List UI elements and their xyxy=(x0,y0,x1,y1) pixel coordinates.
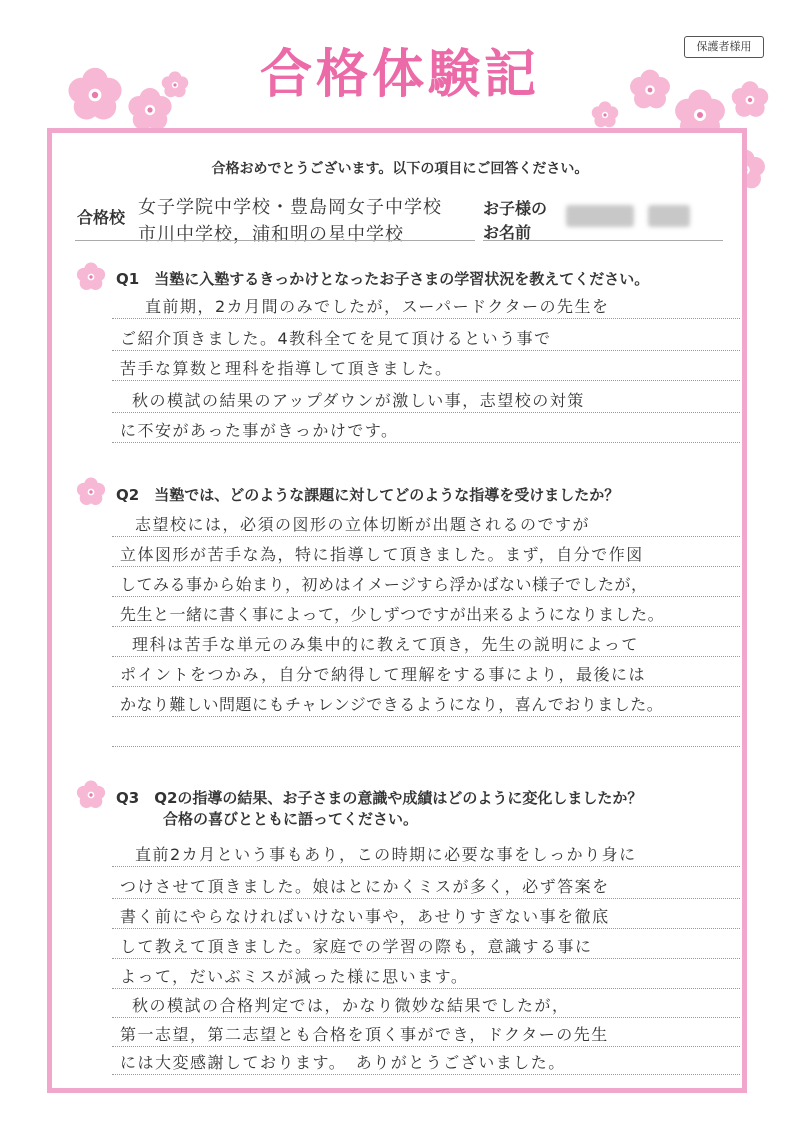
answer-rule xyxy=(112,1017,740,1018)
answer-rule xyxy=(112,988,740,989)
flower-icon xyxy=(74,778,108,812)
answer-rule xyxy=(112,536,740,537)
q3-answer-line-1: 直前2カ月という事もあり，この時期に必要な事をしっかり身に xyxy=(135,845,637,864)
answer-rule xyxy=(112,380,740,381)
q3-label-line-1: Q3 Q2の指導の結果、お子さまの意識や成績はどのように変化しましたか？ xyxy=(116,789,643,807)
flower-icon xyxy=(74,475,108,509)
school-underline xyxy=(75,240,475,241)
answer-rule xyxy=(112,412,740,413)
flower-icon xyxy=(74,260,108,294)
q3-answer-line-4: して教えて頂きました。家庭での学習の際も，意識する事に xyxy=(120,937,593,956)
answer-rule xyxy=(112,746,740,747)
q1-answer-line-3: 苦手な算数と理科を指導して頂きました。 xyxy=(120,359,453,378)
q3-answer-line-2: つけさせて頂きました。娘はとにかくミスが多く，必ず答案を xyxy=(120,877,610,896)
q2-answer-line-1: 志望校には，必須の図形の立体切断が出題されるのですが xyxy=(135,515,591,534)
q1-label: Q1 当塾に入塾するきっかけとなったお子さまの学習状況を教えてください。 xyxy=(116,270,650,288)
q1-answer-line-4: 秋の模試の結果のアップダウンが激しい事，志望校の対策 xyxy=(132,391,585,410)
q3-answer-line-3: 書く前にやらなければいけない事や，あせりすぎない事を徹底 xyxy=(120,907,610,926)
school-label: 合格校 xyxy=(77,208,126,227)
answer-rule xyxy=(112,898,740,899)
answer-rule xyxy=(112,350,740,351)
q3-answer-line-8: には大変感謝しております。 ありがとうございました。 xyxy=(120,1053,566,1072)
answer-rule xyxy=(112,958,740,959)
q3-answer-line-5: よって，だいぶミスが減った様に思います。 xyxy=(120,967,469,986)
q2-answer-line-5: 理科は苦手な単元のみ集中的に教えて頂き，先生の説明によって xyxy=(132,635,639,654)
redacted-name-part-2 xyxy=(648,205,690,227)
q2-answer-line-3: してみる事から始まり，初めはイメージすら浮かばない様子でしたが， xyxy=(120,575,648,594)
name-label-line-2: お名前 xyxy=(483,223,532,242)
answer-rule xyxy=(112,716,740,717)
answer-rule xyxy=(112,866,740,867)
answer-rule xyxy=(112,318,740,319)
answer-rule xyxy=(112,656,740,657)
school-line-1: 女子学院中学校・豊島岡女子中学校 xyxy=(138,197,442,218)
answer-rule xyxy=(112,442,740,443)
q2-label: Q2 当塾では、どのような課題に対してどのような指導を受けましたか？ xyxy=(116,486,620,504)
school-line-2: 市川中学校，浦和明の星中学校 xyxy=(138,224,404,245)
name-label xyxy=(483,197,547,245)
q3-label-line-2: 合格の喜びとともに語ってください。 xyxy=(163,810,419,828)
redacted-name-part-1 xyxy=(566,205,634,227)
q2-answer-line-2: 立体図形が苦手な為，特に指導して頂きました。まず，自分で作図 xyxy=(120,545,644,564)
name-label-line-1: お子様の xyxy=(483,199,548,218)
q2-answer-line-6: ポイントをつかみ，自分で納得して理解をする事により，最後には xyxy=(120,665,646,684)
intro-text: 合格おめでとうございます。以下の項目にご回答ください。 xyxy=(211,161,589,177)
answer-rule xyxy=(112,928,740,929)
q1-answer-line-5: に不安があった事がきっかけです。 xyxy=(120,421,399,440)
page-title: 合格体験記 xyxy=(259,44,540,105)
q2-answer-line-4: 先生と一緒に書く事によって，少しずつですが出来るようになりました。 xyxy=(120,605,665,624)
q3-answer-line-6: 秋の模試の合格判定では，かなり微妙な結果でしたが， xyxy=(132,996,570,1015)
q3-answer-line-7: 第一志望，第二志望とも合格を頂く事ができ，ドクターの先生 xyxy=(120,1025,609,1044)
q1-answer-line-2: ご紹介頂きました。4教科全てを見て頂けるという事で xyxy=(120,329,552,348)
answer-rule xyxy=(112,1046,740,1047)
answer-rule xyxy=(112,686,740,687)
q1-answer-line-1: 直前期，2カ月間のみでしたが，スーパードクターの先生を xyxy=(145,297,610,316)
q2-answer-line-7: かなり難しい問題にもチャレンジできるようになり，喜んでおりました。 xyxy=(120,695,664,714)
answer-rule xyxy=(112,566,740,567)
name-underline xyxy=(483,240,723,241)
answer-rule xyxy=(112,596,740,597)
answer-rule xyxy=(112,1074,740,1075)
answer-rule xyxy=(112,626,740,627)
guardian-badge: 保護者様用 xyxy=(684,36,764,58)
